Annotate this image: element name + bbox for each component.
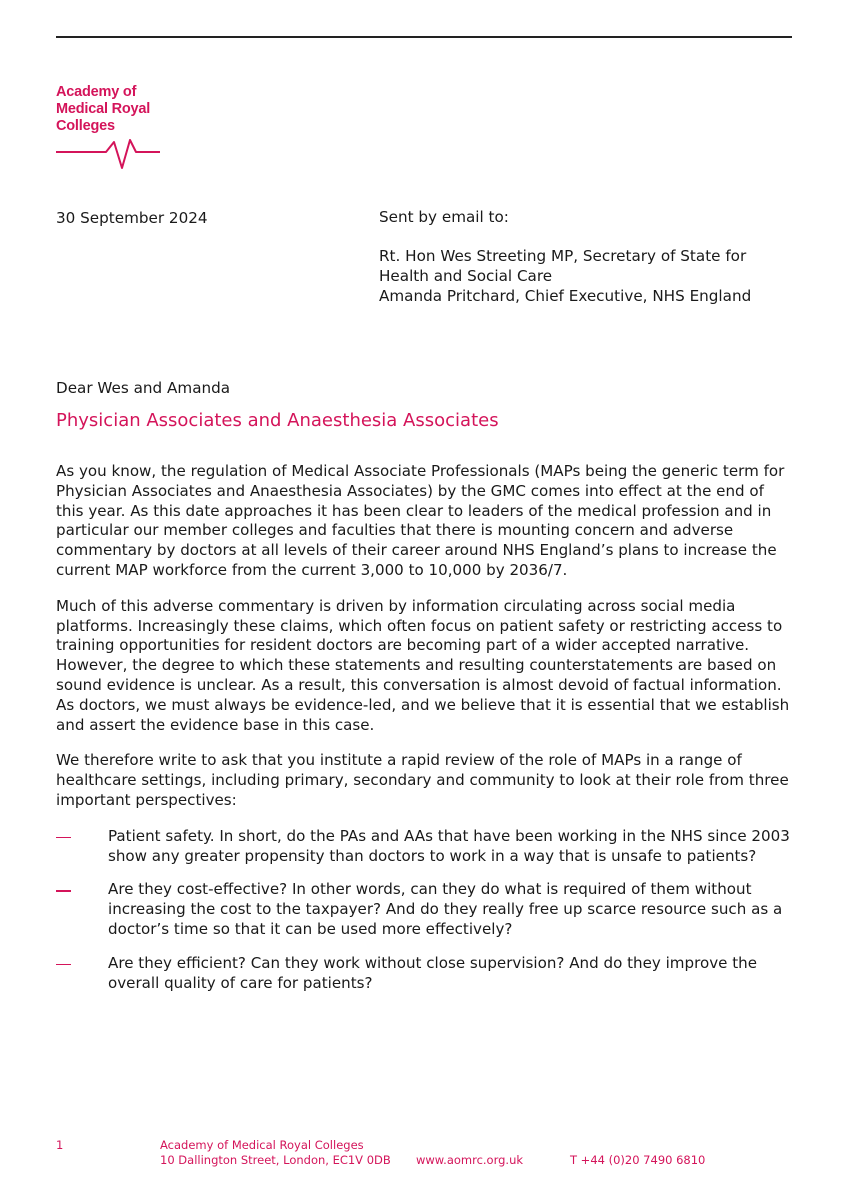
letter-date: 30 September 2024 bbox=[56, 209, 208, 227]
logo-line-3: Colleges bbox=[56, 118, 115, 134]
letter-body bbox=[56, 462, 796, 1007]
perspectives-list bbox=[56, 827, 796, 994]
recipient-line: Rt. Hon Wes Streeting MP, Secretary of State for bbox=[379, 247, 747, 265]
dash-bullet-icon bbox=[56, 837, 71, 839]
page-footer bbox=[56, 1138, 796, 1174]
dash-bullet-icon bbox=[56, 890, 71, 892]
list-item bbox=[56, 827, 796, 867]
logo-line-1: Academy of bbox=[56, 84, 137, 100]
list-item bbox=[56, 880, 796, 939]
recipient-line: Amanda Pritchard, Chief Executive, NHS England bbox=[379, 287, 752, 305]
sent-by-label: Sent by email to: bbox=[379, 208, 509, 226]
recipients-block bbox=[379, 207, 751, 306]
list-item-text: Patient safety. In short, do the PAs and AAs that have been working in the NHS since 2003 show any greater propensity than doctors to work in a way that is unsafe to patients? bbox=[108, 826, 790, 865]
list-item-text: Are they efficient? Can they work without close supervision? And do they improve the overall quality of care for patients? bbox=[108, 953, 757, 992]
paragraph: Much of this adverse commentary is driven by information circulating across social media platforms. Increasingly these claims, which often focus on patient safety or restricting access to training opportunities for resident doctors are becoming part of a wider accepted narrative. However, the degree to which these statements and resulting counterstatements are based on sound evidence is unclear. As a result, this conversation is almost devoid of factual information. As doctors, we must always be evidence-led, and we believe that it is essential that we establish and assert the evidence base in this case. bbox=[56, 596, 790, 734]
subject-heading: Physician Associates and Anaesthesia Associates bbox=[56, 410, 499, 431]
logo-line-2: Medical Royal bbox=[56, 101, 151, 117]
list-item bbox=[56, 954, 796, 994]
footer-website-link[interactable]: www.aomrc.org.uk bbox=[416, 1153, 524, 1167]
footer-org-name: Academy of Medical Royal Colleges bbox=[160, 1138, 364, 1152]
logo bbox=[56, 84, 166, 174]
heartbeat-icon bbox=[56, 136, 162, 170]
dash-bullet-icon bbox=[56, 964, 71, 966]
top-rule bbox=[56, 36, 792, 38]
recipient-line: Health and Social Care bbox=[379, 267, 553, 285]
list-item-text: Are they cost-effective? In other words, can they do what is required of them without increasing the cost to the taxpayer? And do they really free up scarce resource such as a doctor’s time so that it can be used more effectively? bbox=[108, 880, 783, 938]
paragraph: We therefore write to ask that you institute a rapid review of the role of MAPs in a range of healthcare settings, including primary, secondary and community to look at their role from three important perspectives: bbox=[56, 751, 789, 809]
footer-address: 10 Dallington Street, London, EC1V 0DB bbox=[160, 1153, 391, 1167]
footer-telephone: T +44 (0)20 7490 6810 bbox=[570, 1153, 706, 1167]
logo-text bbox=[56, 84, 166, 135]
paragraph: As you know, the regulation of Medical Associate Professionals (MAPs being the generic term for Physician Associates and Anaesthesia Associates) by the GMC comes into effect at the end of this year. As this date approaches it has been clear to leaders of the medical profession and in particular our member colleges and faculties that there is mounting concern and adverse commentary by doctors at all levels of their career around NHS England’s plans to increase the current MAP workforce from the current 3,000 to 10,000 by 2036/7. bbox=[56, 462, 785, 579]
footer-address-block bbox=[160, 1138, 391, 1168]
page-number: 1 bbox=[56, 1138, 64, 1152]
salutation: Dear Wes and Amanda bbox=[56, 379, 231, 397]
